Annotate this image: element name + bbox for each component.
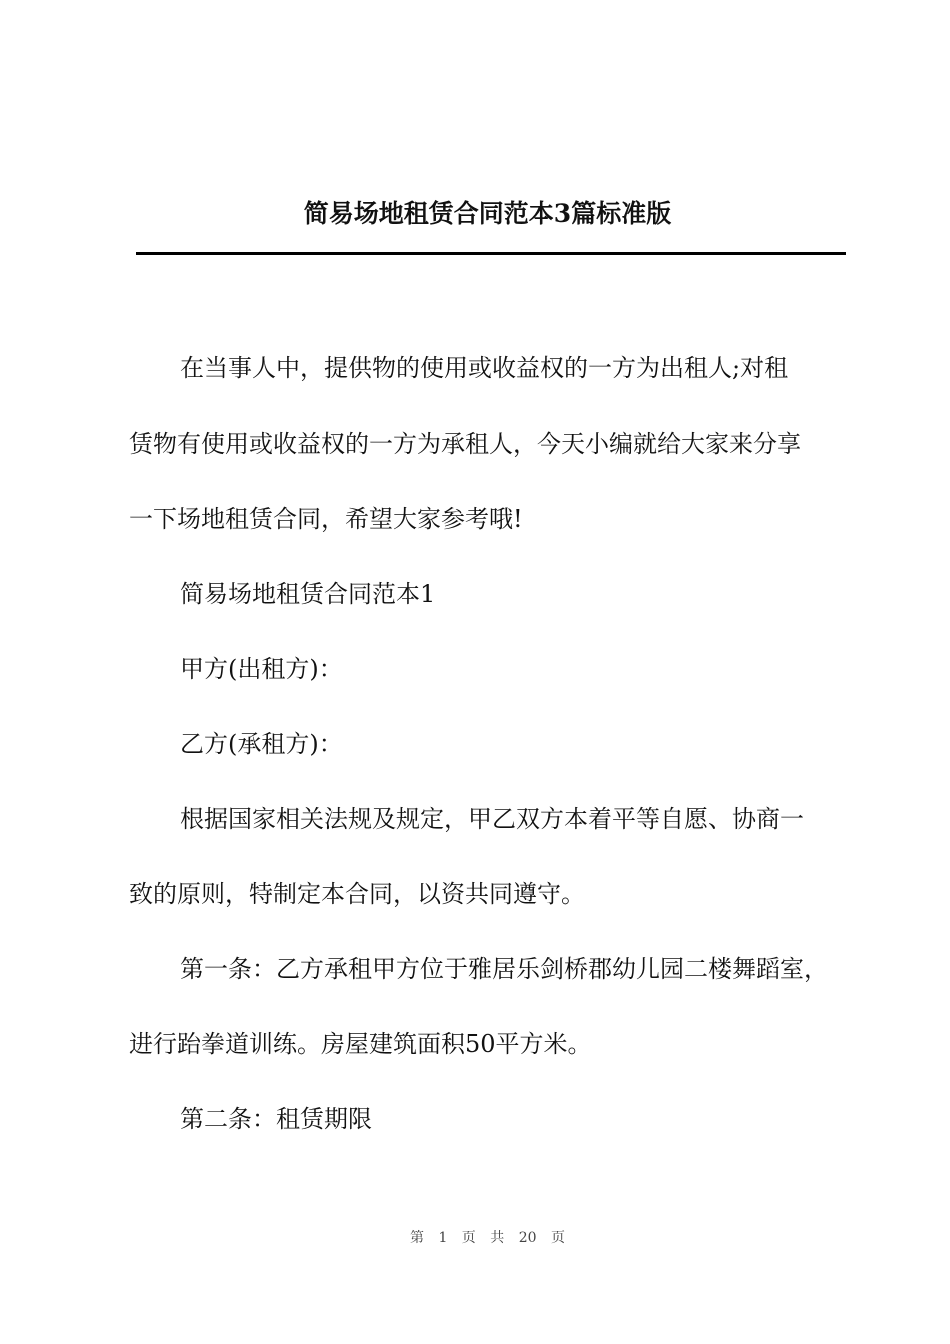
article-two-line: 第二条：租赁期限	[180, 1105, 372, 1133]
title-underline	[136, 252, 846, 255]
paragraph-line: 在当事人中，提供物的使用或收益权的一方为出租人;对租	[180, 354, 789, 382]
party-a-line: 甲方(出租方)：	[180, 655, 343, 683]
page-number-footer: 第 1 页 共 20 页	[410, 1230, 565, 1246]
document-title: 简易场地租赁合同范本3篇标准版	[303, 199, 672, 228]
paragraph-line: 致的原则，特制定本合同，以资共同遵守。	[129, 880, 585, 908]
paragraph-line: 赁物有使用或收益权的一方为承租人，今天小编就给大家来分享	[129, 430, 801, 458]
party-b-line: 乙方(承租方)：	[180, 730, 343, 758]
paragraph-line: 进行跆拳道训练。房屋建筑面积50平方米。	[129, 1030, 592, 1058]
paragraph-line: 一下场地租赁合同，希望大家参考哦!	[129, 505, 523, 533]
article-one-line: 第一条：乙方承租甲方位于雅居乐剑桥郡幼儿园二楼舞蹈室，	[180, 955, 828, 983]
section-heading: 简易场地租赁合同范本1	[180, 580, 436, 608]
paragraph-line: 根据国家相关法规及规定，甲乙双方本着平等自愿、协商一	[180, 805, 804, 833]
